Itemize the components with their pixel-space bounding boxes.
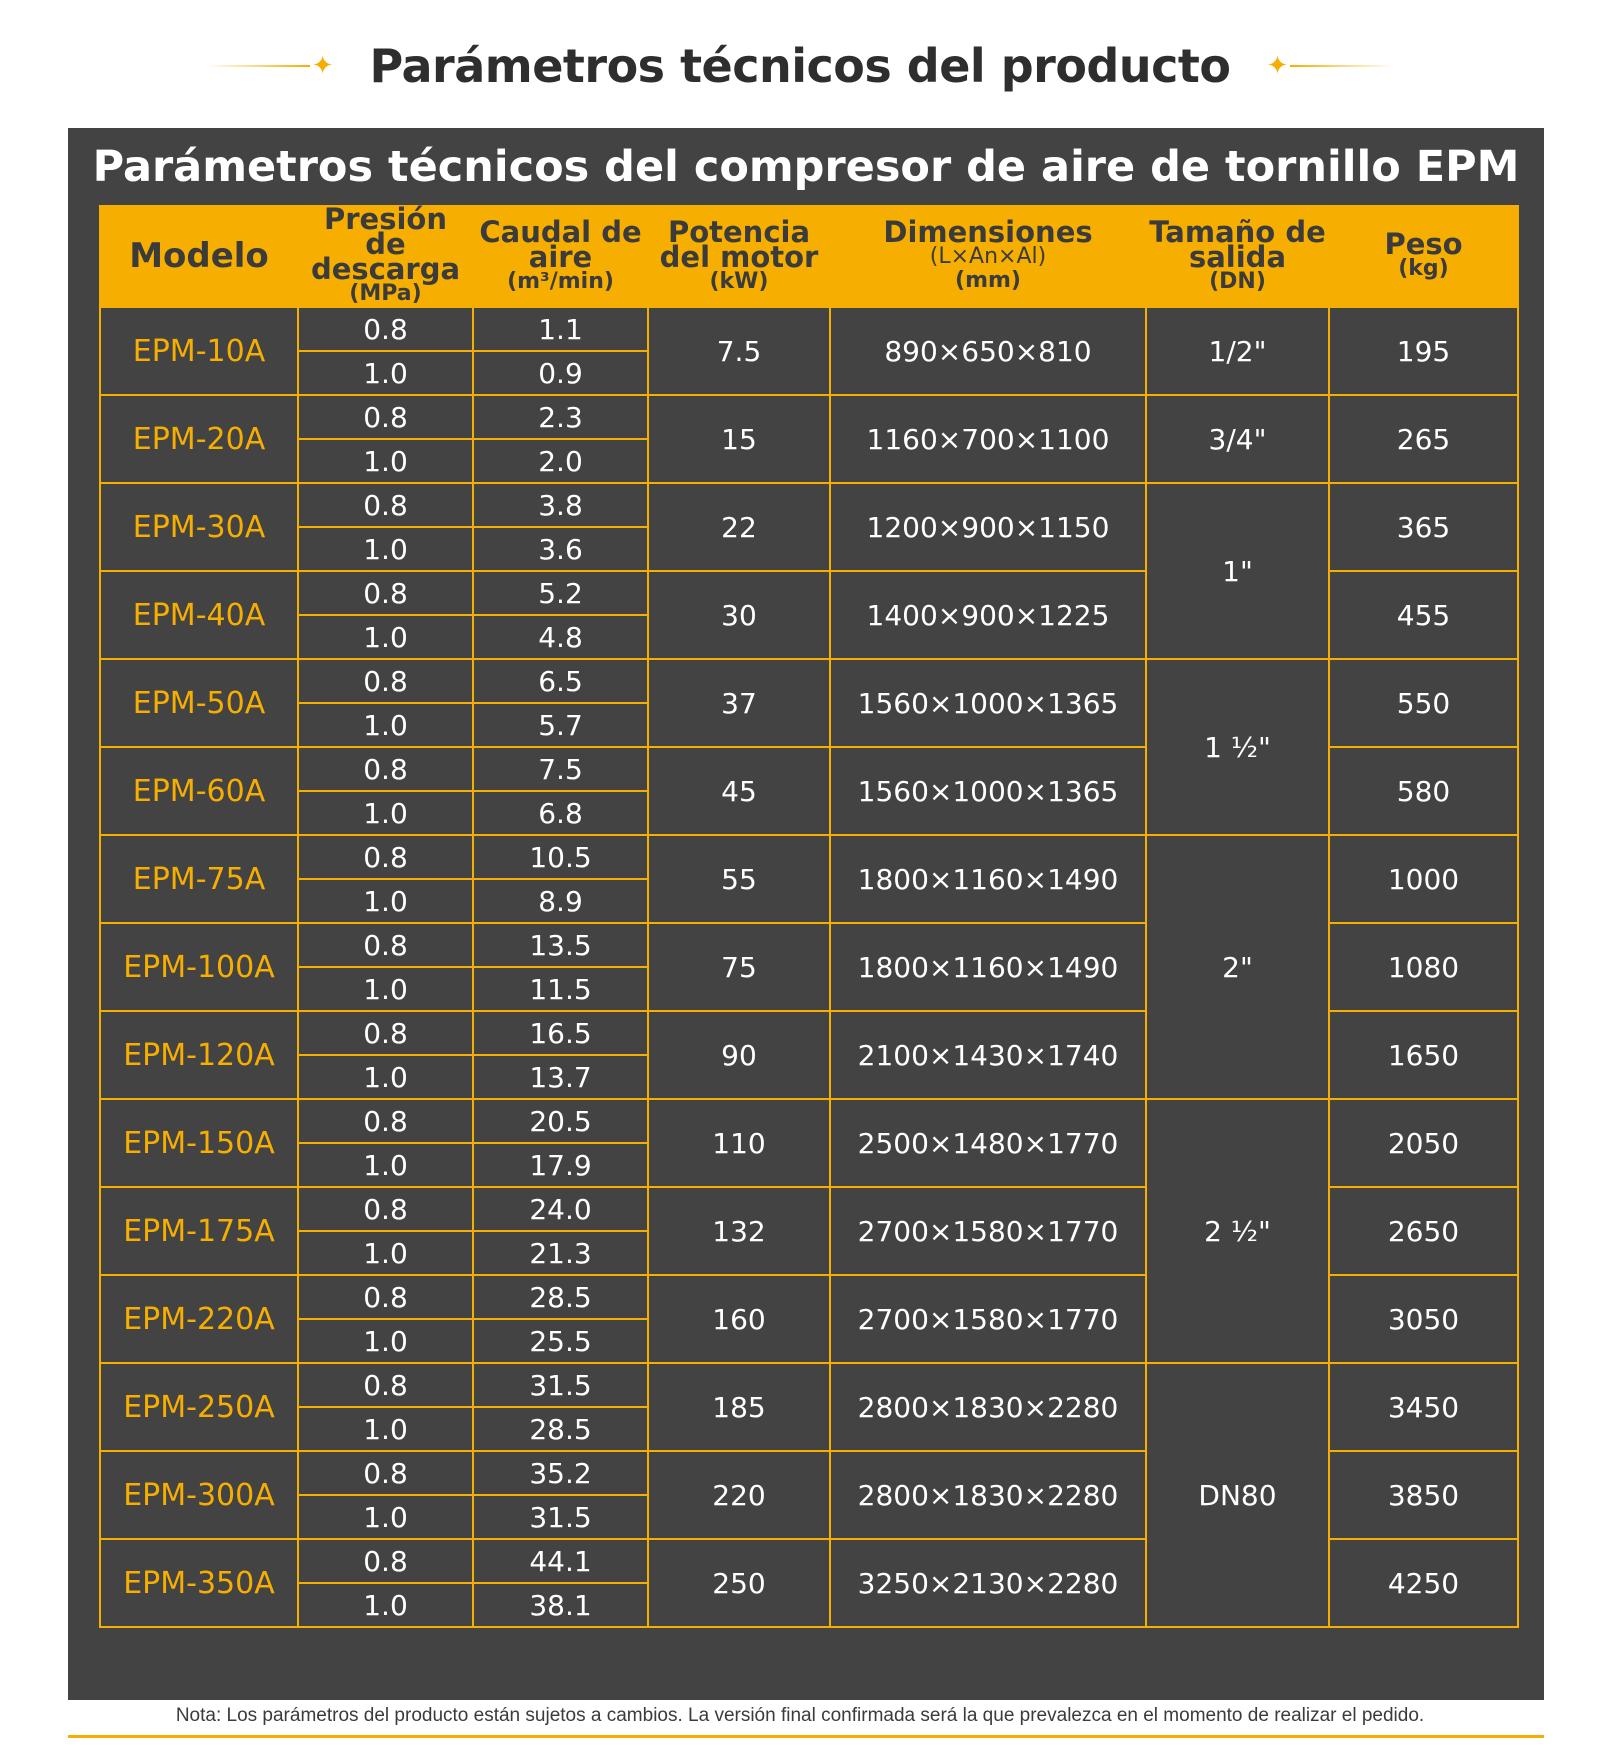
pressure-cell: 1.0 [298, 351, 473, 395]
weight-cell: 580 [1329, 747, 1518, 835]
pressure-cell: 1.0 [298, 1407, 473, 1451]
pressure-cell: 1.0 [298, 1495, 473, 1539]
flow-cell: 28.5 [473, 1407, 648, 1451]
flow-cell: 44.1 [473, 1539, 648, 1583]
header-weight: Peso (kg) [1329, 206, 1518, 307]
flow-cell: 25.5 [473, 1319, 648, 1363]
pressure-cell: 1.0 [298, 791, 473, 835]
flow-cell: 2.0 [473, 439, 648, 483]
flow-cell: 35.2 [473, 1451, 648, 1495]
pressure-cell: 1.0 [298, 1583, 473, 1627]
power-cell: 37 [648, 659, 830, 747]
header-pressure: Presión de descarga (MPa) [298, 206, 473, 307]
power-cell: 7.5 [648, 307, 830, 395]
pressure-cell: 1.0 [298, 615, 473, 659]
dimensions-cell: 890×650×810 [830, 307, 1146, 395]
weight-cell: 3850 [1329, 1451, 1518, 1539]
flow-cell: 13.7 [473, 1055, 648, 1099]
outlet-cell: 1" [1146, 483, 1329, 659]
model-cell: EPM-75A [100, 835, 298, 923]
footnote: Nota: Los parámetros del producto están sujetos a cambios. La versión final confirmada será la que prevalezca en el momento de realizar el pedido. [175, 1705, 1425, 1726]
model-cell: EPM-100A [100, 923, 298, 1011]
sparkle-icon: ✦ [1266, 51, 1289, 81]
dimensions-cell: 1800×1160×1490 [830, 923, 1146, 1011]
flow-cell: 38.1 [473, 1583, 648, 1627]
pressure-cell: 1.0 [298, 1231, 473, 1275]
dimensions-cell: 1160×700×1100 [830, 395, 1146, 483]
outlet-cell: 3/4" [1146, 395, 1329, 483]
dimensions-cell: 2800×1830×2280 [830, 1363, 1146, 1451]
pressure-cell: 0.8 [298, 923, 473, 967]
flow-cell: 7.5 [473, 747, 648, 791]
pressure-cell: 1.0 [298, 1055, 473, 1099]
flow-cell: 13.5 [473, 923, 648, 967]
power-cell: 160 [648, 1275, 830, 1363]
pressure-cell: 0.8 [298, 1011, 473, 1055]
section-title: Parámetros técnicos del producto [369, 39, 1231, 93]
pressure-cell: 1.0 [298, 703, 473, 747]
flow-cell: 28.5 [473, 1275, 648, 1319]
pressure-cell: 0.8 [298, 1363, 473, 1407]
flow-cell: 16.5 [473, 1011, 648, 1055]
flow-cell: 1.1 [473, 307, 648, 351]
power-cell: 110 [648, 1099, 830, 1187]
flow-cell: 31.5 [473, 1495, 648, 1539]
flow-cell: 17.9 [473, 1143, 648, 1187]
dimensions-cell: 1560×1000×1365 [830, 747, 1146, 835]
header-outlet: Tamaño de salida (DN) [1146, 206, 1329, 307]
outlet-cell: 1 ½" [1146, 659, 1329, 835]
model-cell: EPM-10A [100, 307, 298, 395]
power-cell: 75 [648, 923, 830, 1011]
weight-cell: 1000 [1329, 835, 1518, 923]
table-row [100, 307, 1518, 351]
dimensions-cell: 1800×1160×1490 [830, 835, 1146, 923]
heading-decoration-left [206, 53, 336, 79]
footnote-divider [68, 1735, 1544, 1738]
pressure-cell: 0.8 [298, 1099, 473, 1143]
flow-cell: 24.0 [473, 1187, 648, 1231]
table-row [100, 835, 1518, 879]
model-cell: EPM-350A [100, 1539, 298, 1627]
model-cell: EPM-60A [100, 747, 298, 835]
sparkle-icon: ✦ [311, 51, 334, 81]
weight-cell: 3050 [1329, 1275, 1518, 1363]
model-cell: EPM-220A [100, 1275, 298, 1363]
pressure-cell: 0.8 [298, 835, 473, 879]
dimensions-cell: 1200×900×1150 [830, 483, 1146, 571]
flow-cell: 20.5 [473, 1099, 648, 1143]
weight-cell: 1080 [1329, 923, 1518, 1011]
pressure-cell: 0.8 [298, 1451, 473, 1495]
header-model: Modelo [100, 206, 298, 307]
header-flow: Caudal de aire (m³/min) [473, 206, 648, 307]
flow-cell: 21.3 [473, 1231, 648, 1275]
pressure-cell: 1.0 [298, 879, 473, 923]
dimensions-cell: 2800×1830×2280 [830, 1451, 1146, 1539]
pressure-cell: 0.8 [298, 1275, 473, 1319]
pressure-cell: 0.8 [298, 483, 473, 527]
power-cell: 30 [648, 571, 830, 659]
pressure-cell: 1.0 [298, 1319, 473, 1363]
outlet-cell: 2 ½" [1146, 1099, 1329, 1363]
weight-cell: 265 [1329, 395, 1518, 483]
flow-cell: 31.5 [473, 1363, 648, 1407]
model-cell: EPM-30A [100, 483, 298, 571]
power-cell: 185 [648, 1363, 830, 1451]
pressure-cell: 1.0 [298, 439, 473, 483]
flow-cell: 3.6 [473, 527, 648, 571]
dimensions-cell: 3250×2130×2280 [830, 1539, 1146, 1627]
dimensions-cell: 2100×1430×1740 [830, 1011, 1146, 1099]
power-cell: 22 [648, 483, 830, 571]
heading-decoration-right [1264, 53, 1394, 79]
table-header-row [100, 206, 1518, 307]
pressure-cell: 1.0 [298, 527, 473, 571]
table-body [100, 307, 1518, 1627]
table-row [100, 1099, 1518, 1143]
flow-cell: 5.7 [473, 703, 648, 747]
weight-cell: 3450 [1329, 1363, 1518, 1451]
outlet-cell: DN80 [1146, 1363, 1329, 1627]
weight-cell: 550 [1329, 659, 1518, 747]
model-cell: EPM-175A [100, 1187, 298, 1275]
dimensions-cell: 1560×1000×1365 [830, 659, 1146, 747]
table-row [100, 395, 1518, 439]
model-cell: EPM-250A [100, 1363, 298, 1451]
weight-cell: 2650 [1329, 1187, 1518, 1275]
flow-cell: 6.8 [473, 791, 648, 835]
weight-cell: 1650 [1329, 1011, 1518, 1099]
power-cell: 250 [648, 1539, 830, 1627]
pressure-cell: 0.8 [298, 395, 473, 439]
pressure-cell: 0.8 [298, 1539, 473, 1583]
weight-cell: 195 [1329, 307, 1518, 395]
table-row [100, 483, 1518, 527]
dimensions-cell: 1400×900×1225 [830, 571, 1146, 659]
model-cell: EPM-20A [100, 395, 298, 483]
panel-title: Parámetros técnicos del compresor de aire de tornillo EPM [92, 142, 1520, 192]
pressure-cell: 1.0 [298, 967, 473, 1011]
section-heading [0, 28, 1600, 104]
model-cell: EPM-300A [100, 1451, 298, 1539]
power-cell: 132 [648, 1187, 830, 1275]
power-cell: 90 [648, 1011, 830, 1099]
pressure-cell: 0.8 [298, 747, 473, 791]
dimensions-cell: 2700×1580×1770 [830, 1275, 1146, 1363]
dimensions-cell: 2500×1480×1770 [830, 1099, 1146, 1187]
power-cell: 15 [648, 395, 830, 483]
flow-cell: 8.9 [473, 879, 648, 923]
pressure-cell: 0.8 [298, 307, 473, 351]
table-row [100, 1363, 1518, 1407]
model-cell: EPM-50A [100, 659, 298, 747]
pressure-cell: 0.8 [298, 1187, 473, 1231]
outlet-cell: 1/2" [1146, 307, 1329, 395]
header-power: Potencia del motor (kW) [648, 206, 830, 307]
flow-cell: 6.5 [473, 659, 648, 703]
dimensions-cell: 2700×1580×1770 [830, 1187, 1146, 1275]
weight-cell: 4250 [1329, 1539, 1518, 1627]
model-cell: EPM-120A [100, 1011, 298, 1099]
outlet-cell: 2" [1146, 835, 1329, 1099]
model-cell: EPM-40A [100, 571, 298, 659]
flow-cell: 0.9 [473, 351, 648, 395]
header-dimensions: Dimensiones (L×An×Al) (mm) [830, 206, 1146, 307]
pressure-cell: 0.8 [298, 659, 473, 703]
flow-cell: 3.8 [473, 483, 648, 527]
flow-cell: 4.8 [473, 615, 648, 659]
flow-cell: 10.5 [473, 835, 648, 879]
power-cell: 45 [648, 747, 830, 835]
power-cell: 55 [648, 835, 830, 923]
pressure-cell: 0.8 [298, 571, 473, 615]
pressure-cell: 1.0 [298, 1143, 473, 1187]
weight-cell: 2050 [1329, 1099, 1518, 1187]
weight-cell: 365 [1329, 483, 1518, 571]
specs-panel [68, 128, 1544, 1700]
table-row [100, 659, 1518, 703]
flow-cell: 2.3 [473, 395, 648, 439]
specs-table [99, 202, 1519, 1628]
flow-cell: 11.5 [473, 967, 648, 1011]
model-cell: EPM-150A [100, 1099, 298, 1187]
weight-cell: 455 [1329, 571, 1518, 659]
power-cell: 220 [648, 1451, 830, 1539]
flow-cell: 5.2 [473, 571, 648, 615]
